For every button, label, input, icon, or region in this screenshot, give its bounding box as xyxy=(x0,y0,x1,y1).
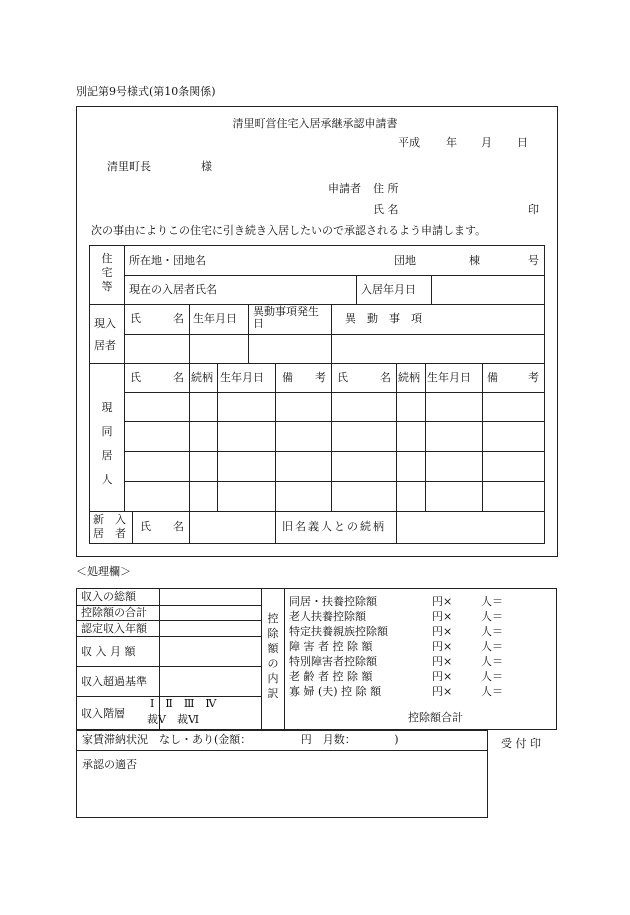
go-label: 号 xyxy=(528,254,539,267)
mune-label: 棟 xyxy=(469,254,480,267)
danchi-label: 団地 xyxy=(394,254,416,267)
income-class-row2: 裁Ⅴ 裁Ⅵ xyxy=(147,713,200,726)
honorific: 様 xyxy=(201,160,212,173)
person-eq-7: 人＝ xyxy=(481,685,503,698)
cohabitant-remarks-header-1: 備 考 xyxy=(282,371,326,384)
change-date-header: 異動事項発生日 xyxy=(253,305,319,330)
person-eq-6: 人＝ xyxy=(481,670,503,683)
cohabitant-name-header-1: 氏 名 xyxy=(130,371,184,384)
cohabitant-birth-header-2: 生年月日 xyxy=(427,371,471,384)
rent-arrears-label: 家賃滞納状況 なし・あり(金額： 円 月数： ) xyxy=(82,733,399,746)
yen-x-3: 円× xyxy=(432,625,453,638)
cohabitant-label-4: 人 xyxy=(101,473,113,486)
deduction-item-5: 特別障害者控除額 xyxy=(289,655,377,668)
new-resident-label-2: 居 者 xyxy=(93,527,126,540)
yen-x-1: 円× xyxy=(432,595,453,608)
over-income-label: 収入超過基準 xyxy=(81,675,147,688)
housing-label-2: 宅 xyxy=(101,266,113,279)
deduction-total-label: 控除額合計 xyxy=(408,711,463,724)
cohabitant-label-3: 居 xyxy=(101,449,113,462)
cohabitant-relation-header-2: 続柄 xyxy=(398,371,420,384)
deduction-item-2: 老人扶養控除額 xyxy=(289,610,366,623)
location-label: 所在地・団地名 xyxy=(129,254,206,267)
person-eq-2: 人＝ xyxy=(481,610,503,623)
deduction-item-1: 同居・扶養控除額 xyxy=(289,595,377,608)
housing-label-1: 住 xyxy=(101,252,113,265)
monthly-income-label: 収 入 月 額 xyxy=(81,645,136,658)
deduction-item-6: 老 齢 者 控 除 額 xyxy=(289,670,373,683)
seal-mark: 印 xyxy=(528,203,539,216)
current-resident-name-label: 現在の入居者氏名 xyxy=(129,283,217,296)
current-resident-label-2: 居者 xyxy=(94,339,116,352)
yen-x-2: 円× xyxy=(432,610,453,623)
relation-to-former-label: 旧名義人との続柄 xyxy=(282,520,386,533)
person-eq-1: 人＝ xyxy=(481,595,503,608)
change-matter-header: 異 動 事 項 xyxy=(345,312,422,325)
form-number: 別記第9号様式(第10条関係) xyxy=(76,85,216,98)
certified-income-label: 認定収入年額 xyxy=(81,622,147,635)
total-income-label: 収入の総額 xyxy=(81,590,136,603)
person-eq-5: 人＝ xyxy=(481,655,503,668)
new-resident-name-header: 氏 名 xyxy=(140,520,184,533)
cohabitant-name-header-2: 氏 名 xyxy=(337,371,391,384)
name-label: 氏 名 xyxy=(373,203,399,216)
breakdown-label-6: 訳 xyxy=(267,687,279,700)
income-class-row1: Ⅰ Ⅱ Ⅲ Ⅳ xyxy=(150,697,217,710)
cohabitant-birth-header-1: 生年月日 xyxy=(220,371,264,384)
cohabitant-relation-header-1: 続柄 xyxy=(191,371,213,384)
cohabitant-label-1: 現 xyxy=(101,401,113,414)
deduction-item-4: 障 害 者 控 除 額 xyxy=(289,640,373,653)
form-title: 清里町営住宅入居承継承認申請書 xyxy=(232,117,398,130)
date-year: 年 xyxy=(446,136,457,149)
current-birth-header: 生年月日 xyxy=(193,312,237,325)
cohabitant-remarks-header-2: 備 考 xyxy=(487,371,539,384)
total-deduction-label: 控除額の合計 xyxy=(81,606,147,619)
approval-label: 承認の適否 xyxy=(82,758,137,771)
new-resident-label-1: 新 入 xyxy=(93,513,126,526)
person-eq-4: 人＝ xyxy=(481,640,503,653)
applicant-label: 申請者 xyxy=(328,182,361,195)
statement: 次の事由によりこの住宅に引き続き入居したいので承認されるよう申請します。 xyxy=(91,224,487,237)
receipt-seal-label: 受 付 印 xyxy=(501,737,541,750)
date-era: 平成 xyxy=(398,136,420,149)
deduction-item-7: 寡 婦 (夫) 控 除 額 xyxy=(289,685,382,698)
breakdown-label-2: 除 xyxy=(267,627,279,640)
yen-x-4: 円× xyxy=(432,640,453,653)
yen-x-5: 円× xyxy=(432,655,453,668)
breakdown-label-3: 額 xyxy=(267,642,279,655)
cohabitant-label-2: 同 xyxy=(101,425,113,438)
breakdown-label-4: の xyxy=(267,657,279,670)
income-class-label: 収入階層 xyxy=(81,707,125,720)
yen-x-6: 円× xyxy=(432,670,453,683)
breakdown-label-1: 控 xyxy=(267,612,279,625)
current-resident-label-1: 現入 xyxy=(94,317,116,330)
date-day: 日 xyxy=(517,136,528,149)
current-name-header: 氏 名 xyxy=(130,312,184,325)
deduction-item-3: 特定扶養親族控除額 xyxy=(289,625,388,638)
housing-label-3: 等 xyxy=(101,280,113,293)
move-in-date-label: 入居年月日 xyxy=(361,283,416,296)
processing-heading: ＜処理欄＞ xyxy=(76,565,131,578)
breakdown-label-5: 内 xyxy=(267,672,279,685)
address-label: 住 所 xyxy=(373,182,399,195)
yen-x-7: 円× xyxy=(432,685,453,698)
person-eq-3: 人＝ xyxy=(481,625,503,638)
addressee: 清里町長 xyxy=(107,160,151,173)
date-month: 月 xyxy=(481,136,492,149)
